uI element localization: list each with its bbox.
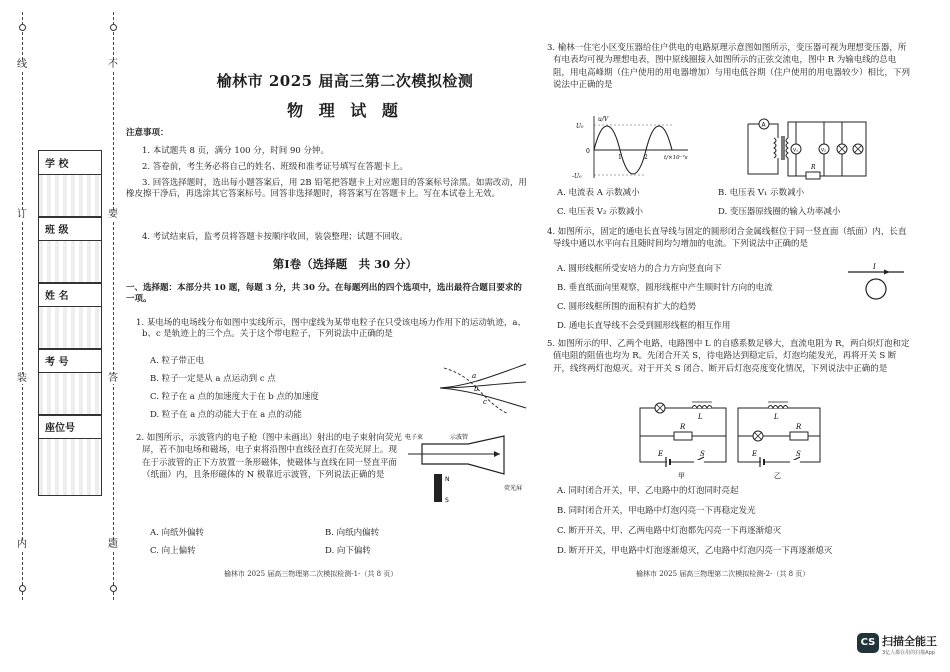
- q1-label-a: a: [472, 372, 477, 380]
- scanner-app-name: 扫描全能王: [882, 635, 937, 648]
- binding-mark: 订: [17, 209, 27, 220]
- q3-ammeter-label: A: [761, 121, 766, 129]
- exam-subject: 物 理 试 题: [287, 101, 403, 120]
- notes-heading: 注意事项：: [126, 128, 169, 138]
- exam-number-field[interactable]: [38, 348, 102, 416]
- q5-yi-s-label: S: [796, 450, 801, 458]
- q3-circuit: [738, 114, 870, 184]
- q2-label-screen: 荧光屏: [504, 485, 523, 492]
- q4-option-d[interactable]: D. 通电长直导线不会受到圆形线框的相互作用: [557, 321, 731, 331]
- binding-mark: 要: [108, 209, 118, 220]
- q5-yi-caption: 乙: [774, 472, 781, 480]
- q3-option-d[interactable]: D. 变压器原线圈的输入功率减小: [718, 207, 841, 217]
- q1-label-b: b: [474, 385, 479, 393]
- class-field[interactable]: [38, 216, 102, 284]
- q5-yi-l-label: L: [774, 413, 779, 421]
- name-field-label: 姓 名: [39, 283, 101, 307]
- q5-option-a[interactable]: A. 同时闭合开关，甲、乙电路中的灯泡同时亮起: [557, 486, 739, 496]
- q4-option-a[interactable]: A. 圆形线框所受安培力的合力方向竖直向下: [557, 264, 722, 274]
- scanner-watermark: [857, 631, 941, 661]
- seat-number-label: 座位号: [39, 415, 101, 439]
- footer-page-1: 榆林市 2025 届高三物理第二次模拟检测-1-（共 8 页）: [224, 570, 398, 578]
- binding-mark: 线: [17, 59, 27, 70]
- q4-wire-loop-figure: [846, 262, 910, 302]
- seat-number-field[interactable]: [38, 414, 102, 496]
- q1-option-d[interactable]: D. 粒子在 a 点的动能大于在 a 点的动能: [150, 410, 302, 420]
- q2-option-a[interactable]: A. 向纸外偏转: [150, 528, 205, 538]
- q3-option-a[interactable]: A. 电流表 A 示数减小: [557, 188, 640, 198]
- note-item: 3. 回答选择题时，选出每小题答案后，用 2B 铅笔把答题卡上对应题目的答案标号涂黑。如需改动，用橡皮擦干净后，再选涂其它答案标号。回答非选择题时，将答案写在答题卡上。写在本试卷上无效。: [126, 178, 527, 199]
- q5-jia-e-label: E: [658, 450, 664, 458]
- q5-circuit-yi: [734, 396, 826, 480]
- exam-title: 榆林市 2025 届高三第二次模拟检测: [216, 72, 474, 90]
- q5-jia-r-label: R: [680, 423, 686, 431]
- note-item: 2. 答卷前，考生务必将自己的姓名、班级和准考证号填写在答题卡上。: [142, 162, 408, 172]
- q3-origin: 0: [586, 148, 590, 155]
- q2-oscilloscope-figure: [404, 430, 530, 508]
- name-field[interactable]: [38, 282, 102, 350]
- q5-option-b[interactable]: B. 同时闭合开关，甲电路中灯泡闪亮一下再稳定发光: [557, 506, 756, 516]
- binding-mark: 答: [108, 373, 118, 384]
- binding-line-inner: [113, 12, 114, 600]
- q4-stem: 4. 如图所示，固定的通电长直导线与固定的圆形闭合金属线框位于同一竖直面（纸面）内，长直导线中通以水平向右且随时间均匀增加的电流。下列说法中正确的是: [547, 227, 907, 250]
- binding-mark: 装: [17, 373, 27, 384]
- q3-v2-label: V₂: [821, 148, 826, 154]
- q1-option-c[interactable]: C. 粒子在 a 点的加速度大于在 b 点的加速度: [150, 392, 319, 402]
- q3-voltage-graph: [568, 112, 700, 184]
- q1-stem: 1. 某电场的电场线分布如图中实线所示，图中虚线为某带电粒子在只受该电场力作用下的运动轨迹，a、b、c 是轨迹上的三个点。关于这个带电粒子，下列说法中正确的是: [136, 318, 526, 339]
- binding-hole: [110, 24, 117, 31]
- binding-mark: 题: [108, 539, 118, 550]
- q3-stem: 3. 榆林一住宅小区变压器给住户供电的电路原理示意图如图所示，变压器可视为理想变压器，所有电表均可视为理想电表，图中原线圈接入如图所示的正弦交流电，图中 R 为输电线的总电阻，用电高峰期（住户使用的用电器增加）与用电低谷期（住户使用的用电器较少）相比，下列说法中正确的是: [547, 43, 911, 90]
- class-field-label: 班 级: [39, 217, 101, 241]
- q1-field-figure: [438, 358, 528, 418]
- q4-option-c[interactable]: C. 圆形线框所围的面积有扩大的趋势: [557, 302, 697, 312]
- q5-yi-r-label: R: [796, 423, 802, 431]
- q4-current-label: I: [873, 263, 876, 271]
- q5-stem: 5. 如图所示的甲、乙两个电路，电路图中 L 的自感系数足够大，直流电阻为 R，两白炽灯泡和定值电阻的阻值也均为 R。先闭合开关 S，待电路达到稳定后，灯泡均能发光，再将开关 S 断开，线终两灯泡熄灭。对于开关 S 闭合、断开后灯泡亮度变化情况，下列说法中正确的是: [547, 339, 910, 374]
- q2-option-b[interactable]: B. 向纸内偏转: [325, 528, 380, 538]
- section-intro: 一、选择题：本部分共 10 题，每题 3 分，共 30 分。在每题列出的四个选项中，选出最符合题目要求的一项。: [126, 283, 522, 304]
- exam-number-label: 考 号: [39, 349, 101, 373]
- q1-option-b[interactable]: B. 粒子一定是从 a 点运动到 c 点: [150, 374, 276, 384]
- binding-line-outer: [22, 12, 23, 600]
- note-item: 1. 本试题共 8 页，满分 100 分，时间 90 分钟。: [142, 146, 329, 156]
- footer-page-2: 榆林市 2025 届高三物理第二次模拟检测-2-（共 8 页）: [636, 570, 810, 578]
- binding-hole: [19, 585, 26, 592]
- q5-circuit-jia: [636, 396, 732, 480]
- q3-minus-u0: -U₀: [572, 173, 582, 180]
- q5-jia-caption: 甲: [678, 472, 685, 480]
- q5-jia-l-label: L: [698, 413, 703, 421]
- q2-stem: 2. 如图所示，示波管内的电子枪（图中未画出）射出的电子束射向荧光屏，若不加电场和磁场，电子束将沿图中直线径直打在荧光屏上。现在于示波管的正下方放置一条形磁体，使磁体与直线在同一竖直平面（纸面）内，且条形磁体的 N 极靠近示波管，下列说法正确的是: [136, 433, 402, 481]
- q5-option-c[interactable]: C. 断开开关，甲、乙两电路中灯泡都先闪亮一下再逐渐熄灭: [557, 526, 782, 536]
- q1-option-a[interactable]: A. 粒子带正电: [150, 356, 205, 366]
- q3-tick-2: 2: [644, 154, 648, 161]
- scanner-logo-icon: CS: [857, 633, 879, 653]
- q3-u0: U₀: [576, 123, 584, 130]
- q2-label-beam: 电子束: [405, 434, 424, 441]
- q5-jia-s-label: S: [700, 450, 705, 458]
- school-field-label: 学 校: [39, 151, 101, 175]
- q4-option-b[interactable]: B. 垂直纸面向里观察，圆形线框中产生顺时针方向的电流: [557, 283, 773, 293]
- q5-yi-e-label: E: [752, 450, 758, 458]
- q2-label-n: N: [445, 476, 450, 483]
- q3-option-c[interactable]: C. 电压表 V₂ 示数减小: [557, 207, 644, 217]
- q2-option-d[interactable]: D. 向下偏转: [325, 546, 371, 556]
- school-field[interactable]: [38, 150, 102, 218]
- q3-option-b[interactable]: B. 电压表 V₁ 示数减小: [718, 188, 805, 198]
- q2-label-tube: 示波管: [450, 434, 469, 441]
- section-title: 第Ⅰ卷（选择题 共 30 分）: [272, 257, 418, 271]
- q3-tick-1: 1: [618, 154, 622, 161]
- q5-option-d[interactable]: D. 断开开关，甲电路中灯泡逐渐熄灭，乙电路中灯泡闪亮一下再逐渐熄灭: [557, 546, 833, 556]
- scanner-tagline: 3亿人都在用的扫描App: [882, 650, 935, 656]
- q3-axis-u: u/V: [598, 116, 609, 123]
- binding-mark: 不: [108, 59, 118, 70]
- binding-mark: 内: [17, 539, 27, 550]
- note-item: 4. 考试结束后，监考员将答题卡按顺序收回，装袋整理；试题不回收。: [142, 232, 408, 242]
- q1-label-c: c: [483, 398, 487, 406]
- q2-label-s: S: [445, 497, 449, 504]
- q3-axis-t: t/×10⁻²s: [664, 155, 688, 161]
- q2-option-c[interactable]: C. 向上偏转: [150, 546, 196, 556]
- binding-hole: [110, 585, 117, 592]
- q3-r-label: R: [811, 164, 816, 171]
- q3-v1-label: V₁: [793, 148, 798, 154]
- binding-hole: [19, 24, 26, 31]
